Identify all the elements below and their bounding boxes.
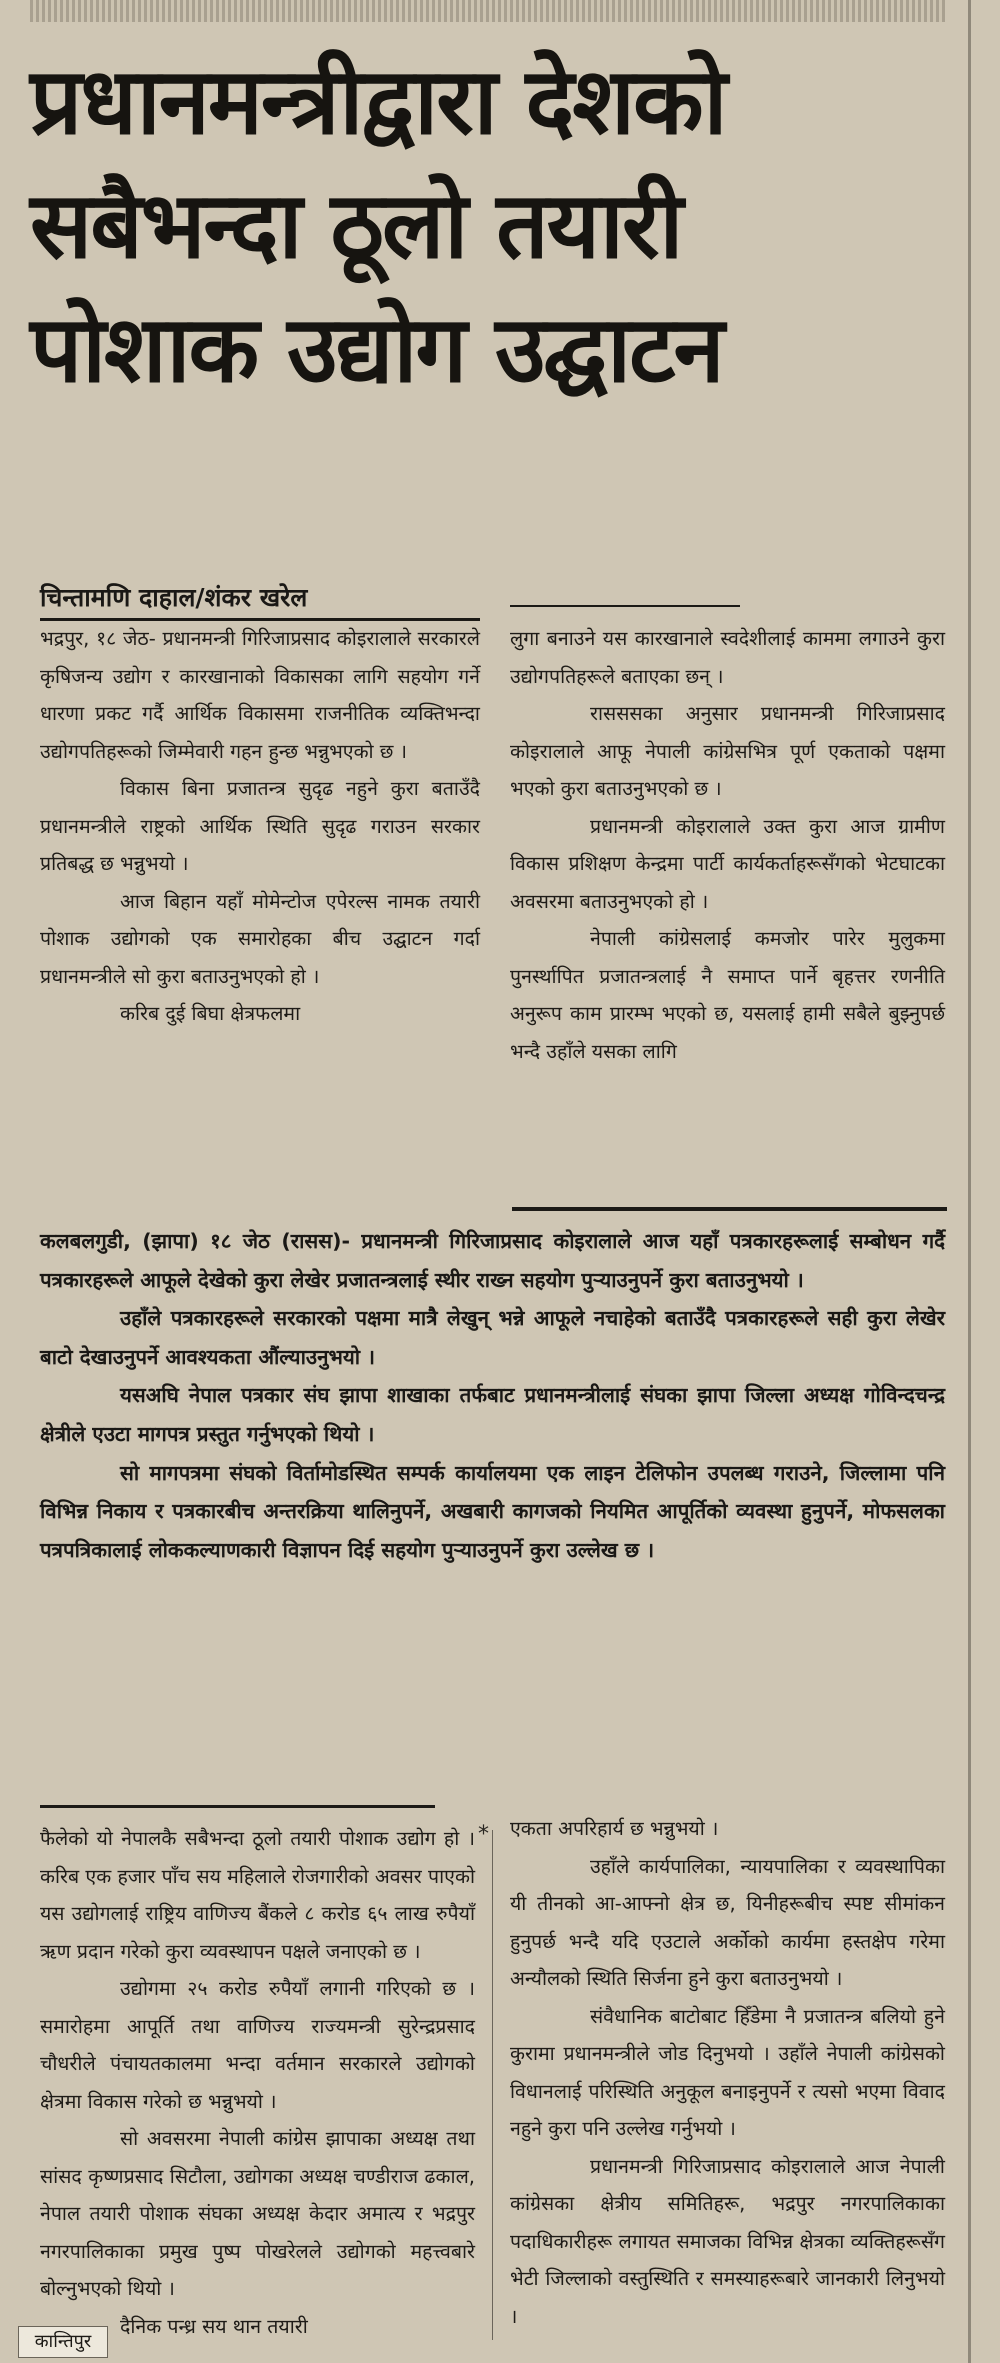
paragraph: लुगा बनाउने यस कारखानाले स्वदेशीलाई काममा लगाउने कुरा उद्योगपतिहरूले बताएका छन् । xyxy=(510,627,945,688)
paragraph: सो अवसरमा नेपाली कांग्रेस झापाका अध्यक्ष तथा सांसद कृष्णप्रसाद सिटौला, उद्योगका अध्यक्ष चण्डीराज ढकाल, नेपाल तयारी पोशाक संघका अध्यक्ष केदार अमात्य र भद्रपुर नगरपालिकाका प्रमुख पुष्प पोखरेलले उद्योगको महत्त्वबारे बोल्नुभएको थियो । xyxy=(40,2127,475,2300)
ornament-mark: ⁎ xyxy=(478,1815,489,1840)
headline-line-1: प्रधानमन्त्रीद्वारा देशको xyxy=(30,48,726,155)
paragraph: कलबलगुडी, (झापा) १८ जेठ (रासस)- प्रधानमन्त्री गिरिजाप्रसाद कोइरालाले आज यहाँ पत्रकारहरूलाई सम्बोधन गर्दै पत्रकारहरूले आफूले देखेको कुरा लेखेर प्रजातन्त्रलाई स्थीर राख्न सहयोग पुऱ्याउनुपर्ने कुरा बताउनुभयो । xyxy=(40,1229,945,1292)
byline: चिन्तामणि दाहाल/शंकर खरेल xyxy=(40,580,480,621)
column-top-rule xyxy=(510,605,740,607)
section-divider xyxy=(40,1805,435,1808)
paragraph: प्रधानमन्त्री कोइरालाले उक्त कुरा आज ग्रामीण विकास प्रशिक्षण केन्द्रमा पार्टी कार्यकर्ताहरूसँगको भेटघाटका अवसरमा बताउनुभएको हो । xyxy=(510,814,945,913)
paragraph: उद्योगमा २५ करोड रुपैयाँ लगानी गरिएको छ । समारोहमा आपूर्ति तथा वाणिज्य राज्यमन्त्री सुरेन्द्रप्रसाद चौधरीले पंचायतकालमा भन्दा वर्तमान सरकारले उद्योगको क्षेत्रमा विकास गरेको छ भन्नुभयो । xyxy=(40,1977,475,2113)
article-column-d xyxy=(510,1810,945,2335)
paragraph: रासससका अनुसार प्रधानमन्त्री गिरिजाप्रसाद कोइरालाले आफू नेपाली कांग्रेसभित्र पूर्ण एकताको पक्षमा भएको कुरा बताउनुभएको छ । xyxy=(510,702,945,800)
paragraph: यसअघि नेपाल पत्रकार संघ झापा शाखाका तर्फबाट प्रधानमन्त्रीलाई संघका झापा जिल्ला अध्यक्ष गोविन्दचन्द्र क्षेत्रीले एउटा मागपत्र प्रस्तुत गर्नुभएको थियो । xyxy=(40,1383,945,1446)
column-separator xyxy=(492,1830,493,2340)
headline xyxy=(30,40,960,412)
paragraph: करिब दुई बिघा क्षेत्रफलमा xyxy=(120,1002,301,1025)
top-border-strip xyxy=(30,0,945,22)
headline-line-3: पोशाक उद्योग उद्घाटन xyxy=(30,296,723,403)
paragraph: प्रधानमन्त्री गिरिजाप्रसाद कोइरालाले आज नेपाली कांग्रेसका क्षेत्रीय समितिहरू, भद्रपुर नगरपालिकाका पदाधिकारीहरू लगायत समाजका विभिन्न क्षेत्रका व्यक्तिहरूसँग भेटी जिल्लाको वस्तुस्थिति र समस्याहरूबारे जानकारी लिनुभयो । xyxy=(510,2154,945,2328)
paragraph: नेपाली कांग्रेसलाई कमजोर पारेर मुलुकमा पुनर्स्थापित प्रजातन्त्रलाई नै समाप्त पार्ने बृहत्तर रणनीति अनुरूप काम प्रारम्भ भएको छ, यसलाई हामी सबैले बुझ्नुपर्छ भन्दै उहाँले यसका लागि xyxy=(510,927,945,1063)
boxed-news-item xyxy=(40,1222,945,1569)
paragraph: विकास बिना प्रजातन्त्र सुदृढ नहुने कुरा बताउँदै प्रधानमन्त्रीले राष्ट्रको आर्थिक स्थिति सुदृढ गराउन सरकार प्रतिबद्ध छ भन्नुभयो । xyxy=(40,777,480,875)
paragraph: उहाँले कार्यपालिका, न्यायपालिका र व्यवस्थापिका यी तीनको आ-आफ्नो क्षेत्र छ, यिनीहरूबीच स्पष्ट सीमांकन हुनुपर्छ भन्दै यदि एउटाले अर्कोको कार्यमा हस्तक्षेप गरेमा अन्यौलको स्थिति सिर्जना हुने कुरा बताउनुभयो । xyxy=(510,1854,945,1990)
article-column-c xyxy=(40,1820,475,2345)
right-column-rule xyxy=(968,0,971,2363)
source-credit: कान्तिपुर xyxy=(18,2326,108,2358)
paragraph: उहाँले पत्रकारहरूले सरकारको पक्षमा मात्रै लेखुन् भन्ने आफूले नचाहेको बताउँदै पत्रकारहरूले सही कुरा लेखेर बाटो देखाउनुपर्ने आवश्यकता औंल्याउनुभयो । xyxy=(40,1306,945,1369)
section-divider xyxy=(512,1207,947,1211)
paragraph: संवैधानिक बाटोबाट हिँडेमा नै प्रजातन्त्र बलियो हुने कुरामा प्रधानमन्त्रीले जोड दिनुभयो । उहाँले नेपाली कांग्रेसको विधानलाई परिस्थिति अनुकूल बनाइनुपर्ने र त्यसो भएमा विवाद नहुने कुरा पनि उल्लेख गर्नुभयो । xyxy=(510,2004,945,2140)
paragraph: दैनिक पन्ध्र सय थान तयारी xyxy=(120,2314,308,2338)
paragraph: फैलेको यो नेपालकै सबैभन्दा ठूलो तयारी पोशाक उद्योग हो । करिब एक हजार पाँच सय महिलाले रोजगारीको अवसर पाएको यस उद्योगलाई राष्ट्रिय वाणिज्य बैंकले ८ करोड ६५ लाख रुपैयाँ ऋण प्रदान गरेको कुरा व्यवस्थापन पक्षले जनाएको छ । xyxy=(40,1827,475,1963)
paragraph: सो मागपत्रमा संघको विर्तामोडस्थित सम्पर्क कार्यालयमा एक लाइन टेलिफोन उपलब्ध गराउने, जिल्लामा पनि विभिन्न निकाय र पत्रकारबीच अन्तरक्रिया थालिनुपर्ने, अखबारी कागजको नियमित आपूर्तिको व्यवस्था हुनुपर्ने, मोफसलका पत्रपत्रिकालाई लोककल्याणकारी विज्ञापन दिई सहयोग पुऱ्याउनुपर्ने कुरा उल्लेख छ । xyxy=(40,1460,945,1562)
article-column-b xyxy=(510,620,945,1070)
article-column-a xyxy=(40,620,480,1033)
paragraph: एकता अपरिहार्य छ भन्नुभयो । xyxy=(510,1817,719,1840)
headline-line-2: सबैभन्दा ठूलो तयारी xyxy=(30,172,682,279)
paragraph: आज बिहान यहाँ मोमेन्टोज एपेरल्स नामक तयारी पोशाक उद्योगको एक समारोहका बीच उद्घाटन गर्दा प्रधानमन्त्रीले सो कुरा बताउनुभएको हो । xyxy=(40,889,480,988)
paragraph: भद्रपुर, १८ जेठ- प्रधानमन्त्री गिरिजाप्रसाद कोइरालाले सरकारले कृषिजन्य उद्योग र कारखानाको विकासका लागि सहयोग गर्ने धारणा प्रकट गर्दै आर्थिक विकासमा राजनीतिक व्यक्तिभन्दा उद्योगपतिहरूको जिम्मेवारी गहन हुन्छ भन्नुभएको छ । xyxy=(40,627,480,763)
